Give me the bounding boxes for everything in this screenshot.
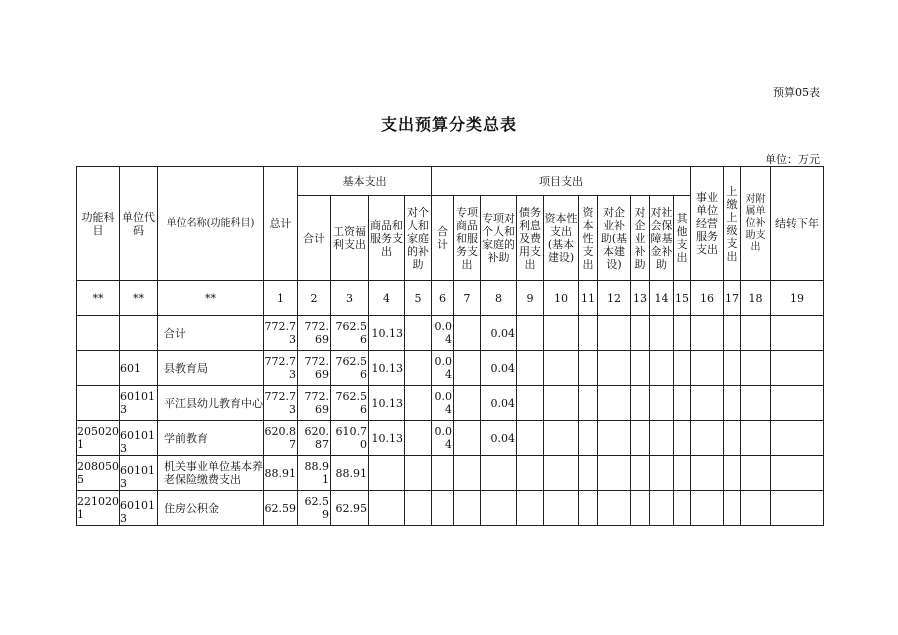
empty-cell [544, 456, 579, 491]
subsidy-ind-cell [405, 491, 432, 526]
unit-label: 单位：万元 [765, 153, 820, 166]
func-subject-cell [77, 386, 120, 421]
total-cell: 62.59 [264, 491, 298, 526]
header-capital-construct: 资本性支出(基本建设) [544, 196, 579, 281]
header-unit-code: 单位代码 [120, 167, 158, 281]
table-row [77, 456, 824, 491]
func-subject-cell: 2050201 [77, 421, 120, 456]
proj-total-cell [432, 491, 454, 526]
empty-cell [741, 316, 771, 351]
unit-name-cell: 学前教育 [158, 421, 264, 456]
empty-cell [544, 386, 579, 421]
func-subject-cell [77, 316, 120, 351]
empty-cell [691, 421, 724, 456]
proj-goods-cell [454, 351, 481, 386]
unit-name-cell: 住房公积金 [158, 491, 264, 526]
number-cell: 19 [771, 281, 824, 316]
subsidy-ind-cell [405, 456, 432, 491]
empty-cell [741, 491, 771, 526]
number-cell: ** [77, 281, 120, 316]
number-cell: 10 [544, 281, 579, 316]
number-cell: 16 [691, 281, 724, 316]
proj-total-cell: 0.04 [432, 386, 454, 421]
empty-cell [741, 351, 771, 386]
empty-cell [579, 491, 598, 526]
empty-cell [741, 456, 771, 491]
unit-code-cell: 601013 [120, 386, 158, 421]
empty-cell [771, 386, 824, 421]
empty-cell [650, 421, 674, 456]
proj-goods-cell [454, 421, 481, 456]
goods-cell: 10.13 [369, 421, 405, 456]
empty-cell [631, 351, 650, 386]
number-cell: 7 [454, 281, 481, 316]
basic-total-cell: 772.69 [298, 351, 331, 386]
unit-name-cell: 平江县幼儿教育中心 [158, 386, 264, 421]
number-cell: 9 [517, 281, 544, 316]
proj-subsidy-cell [481, 491, 517, 526]
header-affiliated: 对附属单位补助支出 [741, 167, 771, 281]
empty-cell [771, 316, 824, 351]
proj-total-cell: 0.04 [432, 421, 454, 456]
wages-cell: 62.95 [331, 491, 369, 526]
proj-total-cell: 0.04 [432, 351, 454, 386]
proj-goods-cell [454, 456, 481, 491]
basic-total-cell: 772.69 [298, 316, 331, 351]
number-cell: 18 [741, 281, 771, 316]
header-basic-total: 合计 [298, 196, 331, 281]
header-other: 其他支出 [674, 196, 691, 281]
empty-cell [650, 351, 674, 386]
header-ent-subsidy: 对企业补助 [631, 196, 650, 281]
header-basic: 基本支出 [298, 167, 432, 196]
number-cell: 17 [724, 281, 741, 316]
budget-table [76, 166, 824, 526]
empty-cell [691, 456, 724, 491]
header-ent-subsidy-construct: 对企业补助(基本建设) [598, 196, 631, 281]
empty-cell [691, 491, 724, 526]
empty-cell [598, 386, 631, 421]
empty-cell [771, 421, 824, 456]
empty-cell [674, 351, 691, 386]
unit-code-cell [120, 456, 158, 491]
proj-total-cell [432, 456, 454, 491]
goods-cell: 10.13 [369, 316, 405, 351]
total-cell: 620.87 [264, 421, 298, 456]
empty-cell [598, 491, 631, 526]
empty-cell [724, 421, 741, 456]
empty-cell [650, 456, 674, 491]
header-proj-goods: 专项商品和服务支出 [454, 196, 481, 281]
number-cell: 6 [432, 281, 454, 316]
empty-cell [674, 491, 691, 526]
proj-goods-cell [454, 491, 481, 526]
table-row [77, 316, 824, 351]
wages-cell: 762.56 [331, 386, 369, 421]
header-social-security: 对社会保障基金补助 [650, 196, 674, 281]
empty-cell [517, 351, 544, 386]
unit-name-cell: 合计 [158, 316, 264, 351]
empty-cell [771, 351, 824, 386]
total-cell: 772.73 [264, 386, 298, 421]
goods-cell: 10.13 [369, 351, 405, 386]
empty-cell [579, 316, 598, 351]
empty-cell [598, 351, 631, 386]
unit-code-cell [120, 491, 158, 526]
number-cell: 15 [674, 281, 691, 316]
page-title: 支出预算分类总表 [380, 115, 517, 134]
number-cell: 12 [598, 281, 631, 316]
empty-cell [724, 316, 741, 351]
header-goods: 商品和服务支出 [369, 196, 405, 281]
empty-cell [544, 421, 579, 456]
number-cell: 11 [579, 281, 598, 316]
empty-cell [631, 421, 650, 456]
unit-code-cell-text: 601013 [120, 429, 155, 455]
unit-name-cell: 机关事业单位基本养老保险缴费支出 [158, 456, 264, 491]
header-func-subject: 功能科目 [77, 167, 120, 281]
subsidy-ind-cell [405, 351, 432, 386]
total-cell: 88.91 [264, 456, 298, 491]
basic-total-cell: 620.87 [298, 421, 331, 456]
number-cell: 2 [298, 281, 331, 316]
empty-cell [650, 316, 674, 351]
header-proj-total: 合计 [432, 196, 454, 281]
empty-cell [674, 386, 691, 421]
wages-cell: 762.56 [331, 316, 369, 351]
header-capital: 资本性支出 [579, 196, 598, 281]
empty-cell [598, 316, 631, 351]
number-cell: ** [158, 281, 264, 316]
goods-cell [369, 456, 405, 491]
empty-cell [517, 421, 544, 456]
basic-total-cell: 88.91 [298, 456, 331, 491]
header-proj-subsidy: 专项对个人和家庭的补助 [481, 196, 517, 281]
table-row [77, 421, 824, 456]
empty-cell [650, 386, 674, 421]
table-row [77, 351, 824, 386]
empty-cell [631, 386, 650, 421]
empty-cell [517, 316, 544, 351]
proj-subsidy-cell: 0.04 [481, 421, 517, 456]
empty-cell [579, 386, 598, 421]
proj-subsidy-cell: 0.04 [481, 351, 517, 386]
subsidy-ind-cell [405, 316, 432, 351]
total-cell: 772.73 [264, 316, 298, 351]
empty-cell [674, 456, 691, 491]
func-subject-cell: 2080505 [77, 456, 120, 491]
empty-cell [544, 351, 579, 386]
unit-name-cell: 县教育局 [158, 351, 264, 386]
empty-cell [579, 421, 598, 456]
wages-cell: 88.91 [331, 456, 369, 491]
empty-cell [691, 316, 724, 351]
unit-code-cell: 601 [120, 351, 158, 386]
empty-cell [724, 386, 741, 421]
empty-cell [691, 386, 724, 421]
header-project: 项目支出 [432, 167, 691, 196]
proj-goods-cell [454, 386, 481, 421]
goods-cell: 10.13 [369, 386, 405, 421]
header-total: 总计 [264, 167, 298, 281]
form-number: 预算05表 [773, 86, 820, 99]
proj-goods-cell [454, 316, 481, 351]
empty-cell [691, 351, 724, 386]
wages-cell: 762.56 [331, 351, 369, 386]
func-subject-cell: 2210201 [77, 491, 120, 526]
empty-cell [771, 491, 824, 526]
proj-subsidy-cell: 0.04 [481, 316, 517, 351]
subsidy-ind-cell [405, 421, 432, 456]
empty-cell [544, 491, 579, 526]
number-cell: 3 [331, 281, 369, 316]
empty-cell [517, 386, 544, 421]
proj-total-cell: 0.04 [432, 316, 454, 351]
subsidy-ind-cell [405, 386, 432, 421]
total-cell: 772.73 [264, 351, 298, 386]
basic-total-cell: 772.69 [298, 386, 331, 421]
header-subsidy-ind: 对个人和家庭的补助 [405, 196, 432, 281]
empty-cell [741, 386, 771, 421]
empty-cell [631, 316, 650, 351]
wages-cell: 610.70 [331, 421, 369, 456]
empty-cell [598, 421, 631, 456]
unit-code-cell [120, 421, 158, 456]
unit-code-cell [120, 316, 158, 351]
empty-cell [741, 421, 771, 456]
table-row [77, 386, 824, 421]
unit-code-cell-text: 601013 [120, 464, 155, 490]
empty-cell [631, 491, 650, 526]
empty-cell [579, 351, 598, 386]
empty-cell [724, 351, 741, 386]
proj-subsidy-cell: 0.04 [481, 386, 517, 421]
empty-cell [631, 456, 650, 491]
proj-subsidy-cell [481, 456, 517, 491]
header-upper: 上缴上级支出 [724, 167, 741, 281]
empty-cell [517, 491, 544, 526]
empty-cell [579, 456, 598, 491]
func-subject-cell [77, 351, 120, 386]
empty-cell [598, 456, 631, 491]
number-cell: 5 [405, 281, 432, 316]
empty-cell [724, 491, 741, 526]
header-unit-name: 单位名称(功能科目) [158, 167, 264, 281]
number-cell: 4 [369, 281, 405, 316]
header-carryover: 结转下年 [771, 167, 824, 281]
empty-cell [650, 491, 674, 526]
empty-cell [517, 456, 544, 491]
empty-cell [674, 316, 691, 351]
number-cell: 8 [481, 281, 517, 316]
table-row [77, 491, 824, 526]
empty-cell [674, 421, 691, 456]
empty-cell [724, 456, 741, 491]
number-cell: ** [120, 281, 158, 316]
empty-cell [771, 456, 824, 491]
header-business: 事业单位经营服务支出 [691, 167, 724, 281]
number-cell: 13 [631, 281, 650, 316]
empty-cell [544, 316, 579, 351]
header-debt: 债务利息及费用支出 [517, 196, 544, 281]
number-cell: 14 [650, 281, 674, 316]
header-wages: 工资福利支出 [331, 196, 369, 281]
goods-cell [369, 491, 405, 526]
basic-total-cell: 62.59 [298, 491, 331, 526]
number-cell: 1 [264, 281, 298, 316]
unit-code-cell-text: 601013 [120, 499, 155, 525]
